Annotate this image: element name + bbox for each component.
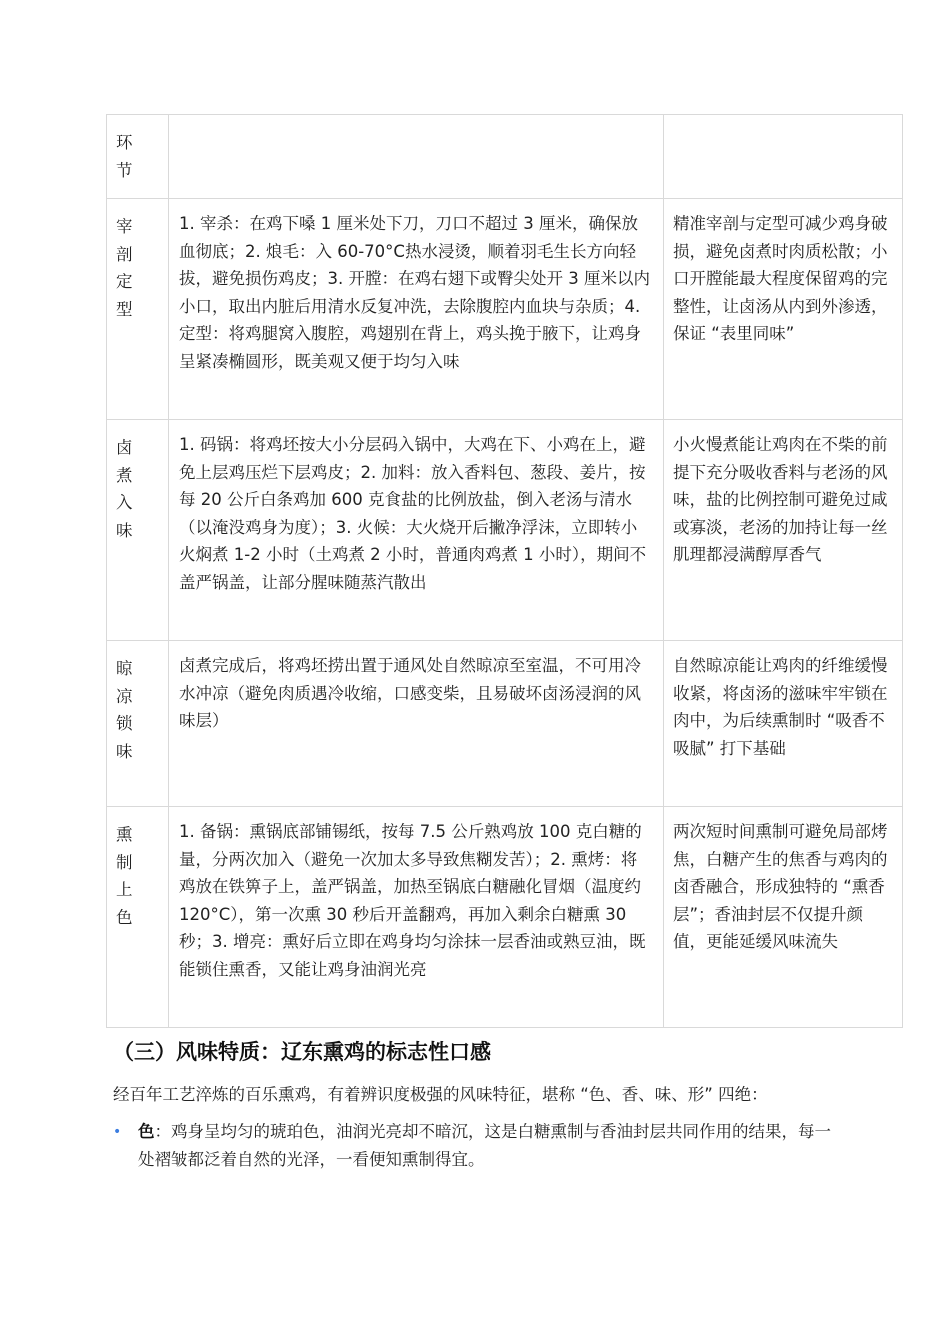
action-cell: 1. 码锅：将鸡坯按大小分层码入锅中，大鸡在下、小鸡在上，避免上层鸡压烂下层鸡皮；2. 加料：放入香料包、葱段、姜片，按每 20 公斤白条鸡加 600 克食盐的比例放盐，倒入老汤与清水（以淹没鸡身为度）；3. 火候：大火烧开后撇净浮沫，立即转小火焖煮 1-2 小时（土鸡煮 2 小时，普通肉鸡煮 1 小时），期间不盖严锅盖，让部分腥味随蒸汽散出 (169, 420, 664, 641)
process-table (106, 114, 903, 1028)
intro-paragraph: 经百年工艺淬炼的百乐熏鸡，有着辨识度极强的风味特征，堪称 “色、香、味、形” 四绝： (113, 1085, 768, 1104)
reason-cell: 两次短时间熏制可避免局部烤焦，白糖产生的焦香与鸡肉的卤香融合，形成独特的 “熏香层”；香油封层不仅提升颜值，更能延缓风味流失 (664, 807, 903, 1028)
reason-cell (664, 115, 903, 199)
list-item-text (138, 1118, 843, 1174)
action-cell: 卤煮完成后，将鸡坯捞出置于通风处自然晾凉至室温，不可用冷水冲凉（避免肉质遇冷收缩，口感变柴，且易破坏卤汤浸润的风味层） (169, 641, 664, 807)
step-cell: 卤煮入味 (107, 420, 169, 641)
table-row (107, 199, 903, 420)
step-cell: 宰剖定型 (107, 199, 169, 420)
section-heading: （三）风味特质：辽东熏鸡的标志性口感 (113, 1040, 491, 1064)
table-row (107, 420, 903, 641)
bullet-icon: • (113, 1124, 122, 1140)
list-item-label: 色 (138, 1122, 155, 1141)
table-row (107, 115, 903, 199)
step-cell: 熏制上色 (107, 807, 169, 1028)
list-item-body: ：鸡身呈均匀的琥珀色，油润光亮却不暗沉，这是白糖熏制与香油封层共同作用的结果，每一处褶皱都泛着自然的光泽，一看便知熏制得宜。 (138, 1122, 831, 1169)
step-cell: 环节 (107, 115, 169, 199)
table-row (107, 807, 903, 1028)
list-item (113, 1118, 843, 1174)
step-cell: 晾凉锁味 (107, 641, 169, 807)
reason-cell: 自然晾凉能让鸡肉的纤维缓慢收紧，将卤汤的滋味牢牢锁在肉中，为后续熏制时 “吸香不吸腻” 打下基础 (664, 641, 903, 807)
action-cell: 1. 备锅：熏锅底部铺锡纸，按每 7.5 公斤熟鸡放 100 克白糖的量，分两次加入（避免一次加太多导致焦糊发苦）；2. 熏烤：将鸡放在铁箅子上，盖严锅盖，加热至锅底白糖融化冒烟（温度约 120°C），第一次熏 30 秒后开盖翻鸡，再加入剩余白糖熏 30 秒；3. 增亮：熏好后立即在鸡身均匀涂抹一层香油或熟豆油，既能锁住熏香，又能让鸡身油润光亮 (169, 807, 664, 1028)
reason-cell: 精准宰剖与定型可减少鸡身破损，避免卤煮时肉质松散；小口开膛能最大程度保留鸡的完整性，让卤汤从内到外渗透，保证 “表里同味” (664, 199, 903, 420)
action-cell (169, 115, 664, 199)
table-row (107, 641, 903, 807)
action-cell: 1. 宰杀：在鸡下嗓 1 厘米处下刀，刀口不超过 3 厘米，确保放血彻底；2. 烺毛：入 60-70°C热水浸烫，顺着羽毛生长方向轻拔，避免损伤鸡皮；3. 开膛：在鸡右翅下或臀尖处开 3 厘米以内小口，取出内脏后用清水反复冲洗，去除腹腔内血块与杂质；4. 定型：将鸡腿窝入腹腔，鸡翅别在背上，鸡头挽于腋下，让鸡身呈紧凑椭圆形，既美观又便于均匀入味 (169, 199, 664, 420)
reason-cell: 小火慢煮能让鸡肉在不柴的前提下充分吸收香料与老汤的风味，盐的比例控制可避免过咸或寡淡，老汤的加持让每一丝肌理都浸满醇厚香气 (664, 420, 903, 641)
